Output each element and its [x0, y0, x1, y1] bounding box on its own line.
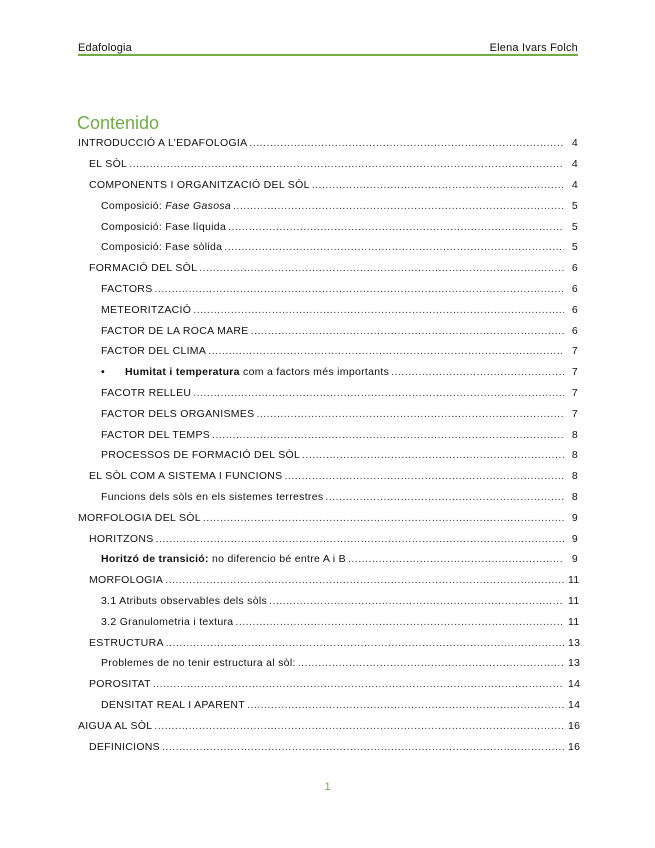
toc-entry-label [101, 345, 208, 357]
dot-leader [199, 261, 564, 275]
toc-entry-page-number: 8 [571, 490, 578, 503]
dot-leader [247, 698, 564, 712]
toc-entry-text-suffix: com a factors més importants [239, 366, 390, 379]
toc-entry[interactable] [78, 341, 578, 362]
toc-entry-label [101, 366, 391, 378]
toc-entry-label [78, 720, 154, 732]
toc-entry-page-number: 7 [571, 386, 578, 399]
toc-entry[interactable] [78, 445, 578, 466]
toc-entry-page-number: 11 [568, 594, 580, 607]
toc-entry[interactable] [78, 320, 578, 341]
dot-leader [348, 552, 564, 566]
toc-entry[interactable] [78, 133, 578, 154]
toc-entry-label [101, 200, 233, 212]
toc-entry-page-number: 9 [571, 553, 578, 566]
toc-entry-page-number: 4 [571, 158, 578, 171]
toc-entry-page-number: 13 [568, 636, 581, 649]
toc-entry-text: Funcions dels sòls en els sistemes terrestres [101, 490, 324, 503]
page-number: 1 [324, 781, 331, 793]
dot-leader [155, 282, 565, 296]
toc-entry-text: DEFINICIONS [89, 740, 160, 753]
toc-entry-page-number: 11 [568, 615, 580, 628]
dot-leader [165, 573, 564, 587]
toc-entry-label [101, 283, 155, 295]
toc-entry-text: POROSITAT [89, 678, 151, 691]
toc-entry[interactable] [78, 674, 581, 695]
toc-entry-page-number: 5 [571, 220, 578, 233]
dot-leader [166, 636, 564, 650]
toc-entry-text-prefix: Composició: [101, 199, 166, 212]
toc-entry-page-number: 7 [571, 345, 578, 358]
toc-entry-page-number: 11 [568, 574, 580, 587]
toc-entry-page-number: 16 [568, 719, 581, 732]
toc-entry-page-number: 16 [568, 740, 581, 753]
toc-entry[interactable] [78, 632, 581, 653]
toc-entry-text: FACTOR DELS ORGANISMES [101, 407, 255, 420]
toc-entry-text: EL SÒL [89, 158, 128, 171]
bullet-icon: • [101, 366, 105, 379]
toc-entry-label [101, 387, 193, 399]
toc-entry-text: METEORITZACIÓ [101, 303, 192, 316]
toc-entry-label [101, 325, 251, 337]
toc-entry-label [101, 491, 325, 503]
toc-entry-text: Composició: Fase líquida [101, 220, 227, 233]
dot-leader [302, 448, 564, 462]
toc-entry-text: ESTRUCTURA [89, 636, 164, 649]
dot-leader [193, 386, 564, 400]
toc-entry[interactable] [78, 175, 578, 196]
toc-entry-page-number: 8 [571, 470, 578, 483]
toc-entry[interactable] [78, 466, 578, 487]
dot-leader [208, 344, 564, 358]
toc-entry-page-number: 5 [571, 241, 578, 254]
toc-entry-label [89, 637, 166, 649]
dot-leader [251, 324, 564, 338]
toc-entry[interactable] [78, 736, 581, 757]
toc-entry[interactable] [78, 570, 578, 591]
toc-entry-label [101, 304, 193, 316]
toc-entry-label [101, 616, 235, 628]
dot-leader [325, 490, 564, 504]
toc-entry-text: PROCESSOS DE FORMACIÓ DEL SÒL [101, 449, 301, 462]
toc-entry-text: HORITZONS [89, 532, 154, 545]
header-divider [78, 54, 578, 56]
toc-entry[interactable] [78, 299, 578, 320]
toc-entry-label [78, 512, 203, 524]
dot-leader [233, 199, 564, 213]
dot-leader [129, 157, 564, 171]
dot-leader [256, 407, 564, 421]
header-left-title: Edafologia [78, 42, 132, 54]
header-right-author: Elena Ivars Folch [489, 42, 578, 54]
toc-entry-page-number: 14 [568, 698, 581, 711]
toc-entry-page-number: 7 [571, 407, 578, 420]
toc-entry-text-suffix: Fase Gasosa [165, 199, 232, 212]
toc-entry[interactable] [78, 507, 578, 528]
dot-leader [203, 511, 564, 525]
toc-entry-text: AIGUA AL SÒL [78, 719, 153, 732]
toc-entry-text: Problemes de no tenir estructura al sòl: [101, 657, 296, 670]
toc-entry-label [89, 574, 165, 586]
dot-leader [249, 136, 564, 150]
toc-entry-page-number: 9 [571, 511, 578, 524]
toc-entry-text: FORMACIÓ DEL SÒL [89, 262, 198, 275]
dot-leader [193, 303, 564, 317]
toc-entry-page-number: 13 [568, 657, 581, 670]
toc-entry-label [89, 470, 284, 482]
toc-entry-page-number: 4 [571, 137, 578, 150]
dot-leader [153, 677, 564, 691]
toc-entry-page-number: 4 [571, 178, 578, 191]
toc-entry[interactable] [78, 487, 578, 508]
toc-entry[interactable] [78, 653, 581, 674]
toc-entry-page-number: 5 [571, 199, 578, 212]
toc-entry-label [89, 678, 153, 690]
toc-entry[interactable] [78, 383, 578, 404]
table-of-contents [78, 133, 581, 757]
toc-entry-label [89, 741, 162, 753]
toc-entry-label [101, 595, 269, 607]
toc-entry-text: 3.1 Atributs observables dels sòls [101, 594, 268, 607]
toc-entry[interactable] [78, 715, 581, 736]
toc-entry-text: FACTOR DEL TEMPS [101, 428, 211, 441]
toc-entry-text: 3.2 Granulometria i textura [101, 615, 234, 628]
toc-entry-text: FACTOR DE LA ROCA MARE [101, 324, 249, 337]
toc-entry-label [101, 408, 256, 420]
toc-entry[interactable] [78, 528, 578, 549]
dot-leader [298, 656, 564, 670]
toc-entry-label [101, 241, 224, 253]
toc-entry[interactable] [78, 611, 578, 632]
toc-entry-text: COMPONENTS I ORGANITZACIÓ DEL SÒL [89, 178, 310, 191]
toc-entry-page-number: 8 [571, 428, 578, 441]
toc-entry[interactable] [78, 362, 578, 383]
toc-entry[interactable] [78, 424, 578, 445]
toc-entry-text: MORFOLOGIA [89, 574, 164, 587]
toc-entry-text: INTRODUCCIÓ A L’EDAFOLOGIA [78, 137, 248, 150]
toc-entry[interactable] [78, 258, 578, 279]
toc-entry-text: FACOTR RELLEU [101, 386, 192, 399]
toc-entry-text-bold: Humitat i temperatura [125, 366, 240, 379]
dot-leader [212, 428, 564, 442]
toc-entry-label [89, 179, 312, 191]
toc-entry-label [89, 158, 129, 170]
toc-entry[interactable] [78, 154, 578, 175]
toc-entry-label [101, 429, 212, 441]
dot-leader [391, 365, 564, 379]
toc-entry-text-bold: Horitzó de transició: [101, 553, 209, 566]
toc-entry-page-number: 6 [571, 303, 578, 316]
toc-entry-text: FACTORS [101, 282, 153, 295]
toc-entry-page-number: 6 [571, 282, 578, 295]
toc-entry[interactable] [78, 695, 581, 716]
toc-entry[interactable] [78, 237, 578, 258]
toc-entry-page-number: 8 [571, 449, 578, 462]
dot-leader [284, 469, 564, 483]
toc-entry-page-number: 14 [568, 678, 581, 691]
dot-leader [312, 178, 564, 192]
toc-entry[interactable] [78, 195, 578, 216]
toc-entry[interactable] [78, 549, 578, 570]
dot-leader [154, 719, 564, 733]
toc-entry[interactable] [78, 216, 578, 237]
dot-leader [162, 740, 564, 754]
dot-leader [235, 615, 564, 629]
toc-title: Contenido [77, 113, 160, 133]
toc-entry-label [101, 449, 302, 461]
toc-entry-label [89, 533, 156, 545]
toc-entry-label [101, 553, 348, 565]
toc-entry-text: Composició: Fase sòlida [101, 241, 223, 254]
toc-entry-text-suffix: no diferencio bé entre A i B [208, 553, 346, 566]
toc-entry-page-number: 9 [571, 532, 578, 545]
toc-entry-text: FACTOR DEL CLIMA [101, 345, 207, 358]
toc-entry-page-number: 7 [571, 366, 578, 379]
toc-entry-label [89, 262, 199, 274]
toc-entry[interactable] [78, 279, 578, 300]
dot-leader [228, 220, 564, 234]
toc-entry-page-number: 6 [571, 262, 578, 275]
toc-entry-text: EL SÒL COM A SISTEMA I FUNCIONS [89, 470, 283, 483]
toc-entry[interactable] [78, 591, 578, 612]
dot-leader [269, 594, 564, 608]
toc-entry-page-number: 6 [571, 324, 578, 337]
page-header [78, 38, 578, 54]
dot-leader [224, 240, 564, 254]
toc-entry-text: DENSITAT REAL I APARENT [101, 698, 246, 711]
toc-entry-label [101, 657, 298, 669]
toc-entry[interactable] [78, 403, 578, 424]
toc-entry-text: MORFOLOGIA DEL SÒL [78, 511, 201, 524]
toc-entry-label [101, 699, 247, 711]
toc-entry-label [101, 221, 228, 233]
dot-leader [156, 532, 564, 546]
toc-entry-label [78, 137, 249, 149]
